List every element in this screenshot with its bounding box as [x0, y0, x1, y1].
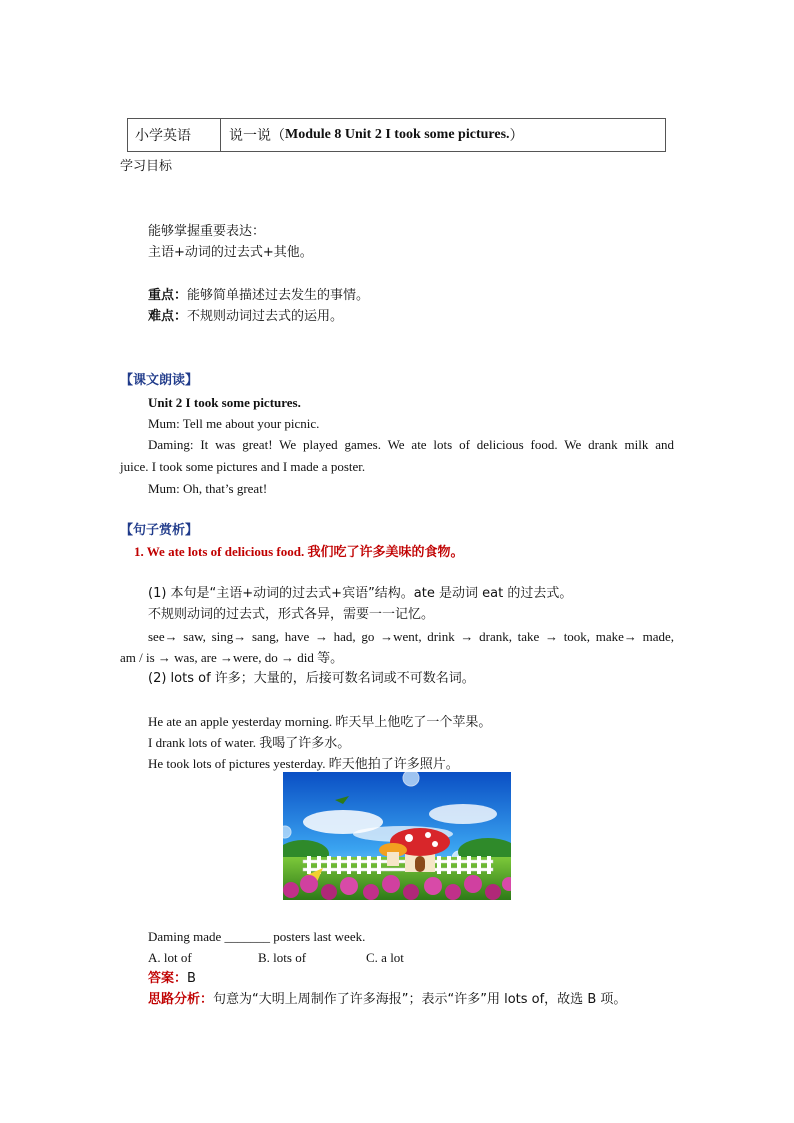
answer [148, 968, 196, 989]
reading-line-1: Mum: Tell me about your picnic. [148, 416, 320, 431]
example-2: I drank lots of water. 我喝了许多水。 [148, 735, 351, 750]
difficult-point-text: 不规则动词过去式的运用。 [187, 309, 344, 324]
reasoning [148, 989, 626, 1010]
option-c: C. a lot [366, 950, 404, 965]
reading-heading: 【课文朗读】 [120, 373, 199, 388]
reading-line-2a: Daming: It was great! We played games. We ate lots of delicious food. We drank milk and [148, 437, 674, 452]
difficult-point-label: 难点： [148, 309, 188, 324]
reading-line-3: Mum: Oh, that’s great! [148, 481, 268, 496]
key-point [148, 285, 369, 306]
title-prefix: 说一说（ [229, 128, 285, 144]
example-3: He took lots of pictures yesterday. 昨天他拍了许多照片。 [148, 756, 459, 771]
analysis-p1: (1) 本句是“主语+动词的过去式+宾语”结构。ate 是动词 eat 的过去式。 [148, 586, 573, 601]
analysis-p3b: am / is → was, are →were, do → did 等。 [120, 650, 344, 665]
key-sentence: 1. We ate lots of delicious food. 我们吃了许多美味的食物。 [134, 544, 464, 559]
objectives-line-2: 主语+动词的过去式+其他。 [148, 245, 313, 260]
reasoning-label: 思路分析： [148, 992, 214, 1007]
key-point-text: 能够简单描述过去发生的事情。 [187, 288, 370, 303]
option-a: A. lot of [148, 950, 192, 965]
title-cell [221, 119, 665, 151]
header-table [127, 118, 666, 152]
analysis-p3a: see→ saw, sing→ sang, have → had, go →went, drink → drank, take → took, make→ made, [148, 629, 674, 644]
reasoning-text: 句意为“大明上周制作了许多海报”；表示“许多”用 lots of，故选 B 项。 [213, 992, 627, 1007]
analysis-p2: 不规则动词的过去式，形式各异，需要一一记忆。 [148, 607, 435, 622]
analysis-heading: 【句子赏析】 [120, 523, 199, 538]
reading-line-2b: juice. I took some pictures and I made a poster. [120, 459, 366, 474]
example-1: He ate an apple yesterday morning. 昨天早上他吃了一个苹果。 [148, 714, 492, 729]
key-point-label: 重点： [148, 288, 188, 303]
answer-label: 答案： [148, 971, 188, 986]
title-english: Module 8 Unit 2 I took some pictures. [285, 127, 510, 142]
title-suffix: ） [509, 128, 524, 144]
objectives-heading: 学习目标 [120, 159, 173, 174]
difficult-point [148, 306, 343, 327]
option-b: B. lots of [258, 950, 307, 965]
cartoon-picture [283, 772, 511, 900]
exercise-question: Daming made _______ posters last week. [148, 929, 366, 944]
subject-cell: 小学英语 [128, 119, 221, 151]
objectives-line-1: 能够掌握重要表达： [148, 224, 266, 239]
analysis-p4: (2) lots of 许多；大量的，后接可数名词或不可数名词。 [148, 671, 475, 686]
answer-value: B [187, 971, 196, 986]
reading-title: Unit 2 I took some pictures. [148, 395, 301, 410]
